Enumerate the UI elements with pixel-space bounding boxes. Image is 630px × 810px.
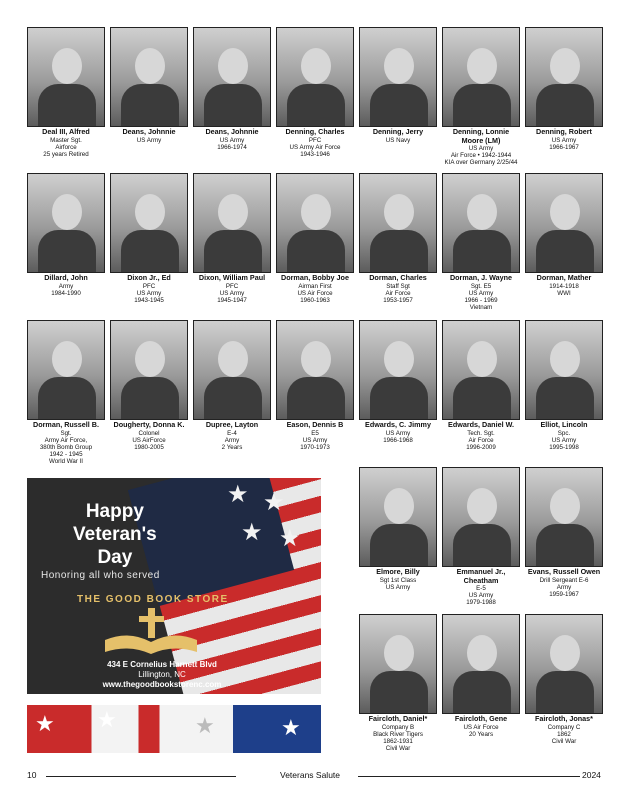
- veteran-name: Dupree, Layton: [205, 420, 259, 429]
- veteran-card: [27, 320, 105, 466]
- ad-title: Happy Veteran's Day: [73, 501, 157, 568]
- portrait-head: [384, 48, 414, 84]
- veteran-service: Tech. Sgt. Air Force 1996-2009: [466, 429, 496, 451]
- veteran-name: Elmore, Billy: [376, 567, 420, 576]
- veteran-photo: [525, 467, 603, 567]
- veteran-card: [193, 320, 271, 451]
- ad-city: Lillington, NC: [138, 670, 186, 679]
- portrait-body: [287, 84, 345, 127]
- page-number: 10: [27, 770, 37, 780]
- portrait-head: [550, 341, 580, 377]
- portrait-body: [453, 84, 511, 127]
- portrait-head: [550, 635, 580, 671]
- veteran-photo: [27, 27, 105, 127]
- portrait-body: [370, 84, 428, 127]
- portrait-head: [135, 48, 165, 84]
- veteran-photo: [525, 320, 603, 420]
- veteran-photo: [442, 467, 520, 567]
- portrait-head: [135, 341, 165, 377]
- veteran-photo: [359, 614, 437, 714]
- veteran-card: [359, 173, 437, 304]
- veteran-photo: [442, 173, 520, 273]
- portrait-body: [453, 377, 511, 420]
- portrait-head: [218, 48, 248, 84]
- veteran-photo: [525, 614, 603, 714]
- portrait-head: [384, 194, 414, 230]
- veteran-service: Master Sgt. Airforce 25 years Retired: [43, 136, 89, 158]
- portrait-head: [301, 341, 331, 377]
- veteran-photo: [276, 27, 354, 127]
- portrait-head: [218, 194, 248, 230]
- veteran-card: [359, 320, 437, 444]
- portrait-head: [550, 488, 580, 524]
- veteran-photo: [27, 173, 105, 273]
- veteran-service: Army 1984-1990: [51, 282, 81, 297]
- veteran-name: Emmanuel Jr., Cheatham: [456, 567, 506, 585]
- veteran-service: Company B Black River Tigers 1862-1931 Civil War: [373, 723, 423, 753]
- star-icon: ★: [35, 711, 55, 736]
- portrait-head: [135, 194, 165, 230]
- bookstore-ad: [27, 478, 321, 694]
- portrait-head: [384, 635, 414, 671]
- veteran-card: [193, 27, 271, 151]
- footer-rule: [46, 776, 236, 777]
- veteran-card: [110, 173, 188, 304]
- veteran-name: Deal III, Alfred: [42, 127, 90, 136]
- veteran-card: [276, 320, 354, 451]
- portrait-body: [536, 84, 594, 127]
- portrait-body: [121, 230, 179, 273]
- veteran-photo: [442, 614, 520, 714]
- publication-year: 2024: [582, 770, 601, 780]
- star-icon: ★: [263, 489, 285, 516]
- veteran-card: [276, 27, 354, 158]
- veteran-service: Airman First US Air Force 1960-1963: [297, 282, 333, 304]
- portrait-head: [550, 48, 580, 84]
- veteran-service: US Army 1966-1968: [383, 429, 413, 444]
- veteran-service: Company C 1862 Civil War: [547, 723, 581, 745]
- veteran-photo: [193, 320, 271, 420]
- portrait-body: [204, 84, 262, 127]
- star-icon: ★: [97, 707, 117, 732]
- veteran-card: [442, 320, 520, 451]
- store-name: THE GOOD BOOK STORE: [77, 594, 229, 605]
- veteran-card: [525, 27, 603, 151]
- veteran-card: [27, 27, 105, 158]
- veteran-photo: [276, 320, 354, 420]
- veteran-photo: [193, 27, 271, 127]
- veteran-card: [442, 467, 520, 607]
- veteran-photo: [525, 173, 603, 273]
- veteran-photo: [359, 173, 437, 273]
- veteran-service: US Navy: [385, 136, 411, 144]
- footer-rule: [358, 776, 580, 777]
- veteran-card: [442, 173, 520, 311]
- veteran-photo: [525, 27, 603, 127]
- veteran-name: Denning, Lonnie Moore (LM): [452, 127, 510, 145]
- portrait-head: [550, 194, 580, 230]
- veteran-photo: [193, 173, 271, 273]
- veteran-name: Faircloth, Gene: [454, 714, 508, 723]
- portrait-body: [536, 524, 594, 567]
- veteran-card: [442, 614, 520, 738]
- portrait-head: [467, 635, 497, 671]
- publication-title: Veterans Salute: [280, 770, 341, 780]
- veteran-service: US Air Force 20 Years: [463, 723, 499, 738]
- portrait-body: [453, 524, 511, 567]
- veteran-photo: [276, 173, 354, 273]
- portrait-head: [467, 488, 497, 524]
- veteran-name: Dorman, J. Wayne: [449, 273, 513, 282]
- veteran-service: 1914-1918 WWI: [549, 282, 579, 297]
- veteran-card: [525, 320, 603, 451]
- veteran-name: Edwards, C. Jimmy: [365, 420, 431, 429]
- portrait-head: [467, 341, 497, 377]
- portrait-body: [121, 377, 179, 420]
- veteran-card: [110, 320, 188, 451]
- veteran-service: Spc. US Army 1995-1998: [549, 429, 579, 451]
- veteran-service: E5 US Army 1970-1973: [300, 429, 330, 451]
- veteran-card: [193, 173, 271, 304]
- veteran-name: Eason, Dennis B: [286, 420, 344, 429]
- veteran-service: E-4 Army 2 Years: [221, 429, 243, 451]
- veteran-name: Dixon Jr., Ed: [127, 273, 171, 282]
- veteran-name: Dougherty, Donna K.: [113, 420, 185, 429]
- veteran-service: Sgt. Army Air Force, 380th Bomb Group 1942 - 1945 World War II: [39, 429, 93, 466]
- portrait-body: [370, 230, 428, 273]
- portrait-body: [370, 377, 428, 420]
- ad-address: 434 E Cornelius Harnett Blvd: [107, 660, 217, 669]
- veteran-name: Denning, Robert: [536, 127, 592, 136]
- veteran-photo: [110, 27, 188, 127]
- portrait-body: [204, 377, 262, 420]
- veteran-service: PFC US Army 1945-1947: [217, 282, 247, 304]
- veteran-service: Drill Sergeant E-6 Army 1959-1967: [539, 576, 589, 598]
- portrait-head: [52, 48, 82, 84]
- portrait-head: [218, 341, 248, 377]
- veteran-service: Colonel US AirForce 1980-2005: [132, 429, 166, 451]
- veteran-photo: [442, 320, 520, 420]
- page-footer: [0, 770, 630, 790]
- portrait-body: [287, 230, 345, 273]
- veteran-name: Elliot, Lincoln: [540, 420, 588, 429]
- veteran-name: Denning, Jerry: [372, 127, 424, 136]
- star-icon: ★: [195, 713, 215, 738]
- ad-subtitle: Honoring all who served: [41, 570, 160, 581]
- veteran-name: Dorman, Bobby Joe: [281, 273, 349, 282]
- veteran-service: US Army 1966-1974: [217, 136, 247, 151]
- veteran-card: [525, 467, 603, 598]
- ad-contact: [37, 660, 287, 690]
- portrait-head: [301, 194, 331, 230]
- veteran-card: [359, 27, 437, 144]
- portrait-head: [384, 341, 414, 377]
- veteran-card: [359, 614, 437, 752]
- veteran-service: E-5 US Army 1979-1988: [466, 585, 496, 607]
- veteran-name: Faircloth, Daniel*: [368, 714, 428, 723]
- veteran-card: [27, 173, 105, 297]
- veteran-service: Sgt. E5 US Army 1966 - 1969 Vietnam: [464, 282, 498, 312]
- veteran-card: [525, 614, 603, 745]
- veteran-name: Faircloth, Jonas*: [535, 714, 593, 723]
- veteran-card: [525, 173, 603, 297]
- veteran-photo: [110, 173, 188, 273]
- veteran-photo: [359, 320, 437, 420]
- veteran-photo: [359, 467, 437, 567]
- star-icon: ★: [227, 481, 249, 508]
- veteran-name: Dorman, Mather: [536, 273, 592, 282]
- veteran-photo: [110, 320, 188, 420]
- portrait-head: [384, 488, 414, 524]
- veteran-service: US Army Air Force • 1942-1944 KIA over Germany 2/25/44: [444, 145, 518, 167]
- veteran-photo: [359, 27, 437, 127]
- portrait-head: [301, 48, 331, 84]
- star-icon: ★: [279, 525, 301, 552]
- veteran-name: Dillard, John: [44, 273, 88, 282]
- veteran-card: [442, 27, 520, 167]
- veteran-name: Deans, Johnnie: [122, 127, 176, 136]
- portrait-head: [467, 48, 497, 84]
- flag-strip-banner: [27, 705, 321, 753]
- veteran-name: Dorman, Charles: [369, 273, 427, 282]
- veteran-service: PFC US Army Air Force 1943-1946: [289, 136, 341, 158]
- veteran-name: Dixon, William Paul: [198, 273, 266, 282]
- veteran-photo: [27, 320, 105, 420]
- veteran-photo: [442, 27, 520, 127]
- cross-book-icon: [99, 608, 203, 658]
- portrait-body: [453, 671, 511, 714]
- portrait-body: [38, 230, 96, 273]
- veteran-card: [110, 27, 188, 144]
- star-icon: ★: [281, 715, 301, 740]
- veteran-service: Staff Sgt Air Force 1953-1957: [383, 282, 413, 304]
- portrait-body: [287, 377, 345, 420]
- veteran-card: [276, 173, 354, 304]
- ad-website[interactable]: www.thegoodbookstorenc.com: [102, 680, 222, 689]
- portrait-body: [204, 230, 262, 273]
- portrait-body: [38, 377, 96, 420]
- portrait-body: [121, 84, 179, 127]
- portrait-head: [52, 341, 82, 377]
- portrait-head: [52, 194, 82, 230]
- veteran-name: Dorman, Russell B.: [33, 420, 99, 429]
- veteran-service: US Army: [136, 136, 162, 144]
- portrait-body: [370, 524, 428, 567]
- veteran-service: Sgt 1st Class US Army: [379, 576, 417, 591]
- veteran-service: US Army 1966-1967: [549, 136, 579, 151]
- portrait-body: [370, 671, 428, 714]
- veteran-name: Deans, Johnnie: [205, 127, 259, 136]
- portrait-body: [536, 377, 594, 420]
- veteran-service: PFC US Army 1943-1945: [134, 282, 164, 304]
- portrait-body: [453, 230, 511, 273]
- portrait-head: [467, 194, 497, 230]
- veteran-name: Edwards, Daniel W.: [448, 420, 514, 429]
- star-icon: ★: [241, 519, 263, 546]
- veteran-name: Evans, Russell Owen: [527, 567, 601, 576]
- portrait-body: [38, 84, 96, 127]
- veteran-card: [359, 467, 437, 591]
- portrait-body: [536, 230, 594, 273]
- portrait-body: [536, 671, 594, 714]
- veteran-name: Denning, Charles: [285, 127, 345, 136]
